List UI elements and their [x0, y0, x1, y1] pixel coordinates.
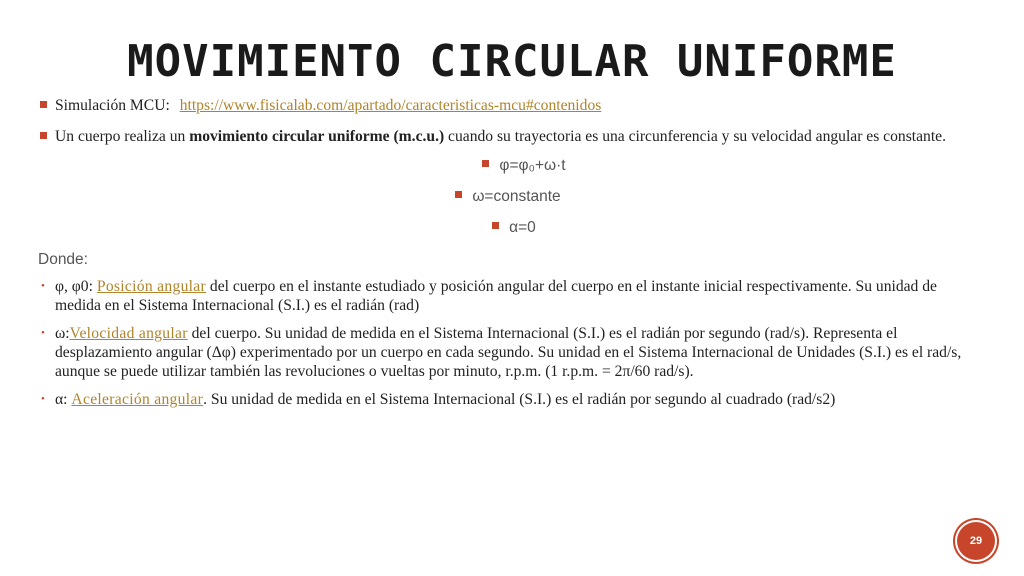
term-link-velocidad[interactable]: Velocidad angular — [69, 325, 188, 342]
formula-item — [50, 217, 978, 239]
variable-symbol: φ, φ0: — [55, 278, 93, 295]
dot-bullet-icon: • — [41, 327, 45, 339]
square-bullet-icon — [455, 191, 462, 198]
simulation-item — [38, 96, 978, 118]
definition-suffix: cuando su trayectoria es una circunferencia y su velocidad angular es constante. — [444, 128, 946, 145]
square-bullet-icon — [40, 96, 47, 115]
donde-label: Donde: — [38, 251, 88, 268]
definition-bold: movimiento circular uniforme (m.c.u.) — [189, 128, 445, 145]
variable-symbol: α: — [55, 391, 68, 408]
variable-text: . Su unidad de medida en el Sistema Internacional (S.I.) es el radián por segundo al cuadrado (rad/s2) — [203, 391, 836, 408]
definition-item — [38, 127, 978, 146]
dot-bullet-icon: • — [41, 280, 45, 292]
variable-item — [38, 277, 978, 315]
formula-item — [70, 155, 978, 177]
page-number-badge: 29 — [957, 522, 995, 560]
slide-content — [38, 96, 978, 409]
simulation-label: Simulación MCU: — [55, 97, 170, 114]
variable-text: del cuerpo en el instante estudiado y posición angular del cuerpo en el instante inicial respectivamente. Su unidad de medida en el Sistema Internacional (S.I.) es el radián (rad) — [55, 278, 937, 314]
square-bullet-icon — [40, 127, 47, 146]
formula-item — [38, 186, 978, 208]
dot-bullet-icon: • — [41, 393, 45, 405]
square-bullet-icon — [492, 222, 499, 229]
variable-item — [38, 324, 978, 381]
formula-velocity: ω=constante — [472, 188, 561, 205]
variable-item — [38, 390, 978, 409]
variable-text: del cuerpo. Su unidad de medida en el Sistema Internacional (S.I.) es el radián por segundo (rad/s). Representa el desplazamiento angular (Δφ) experimentado por un cuerpo en cada segundo. Su unidad en el Sistema Internacional de Unidades (S.I.) es el rad/s, aunque se puede utilizar también las revoluciones o vueltas por minuto, r.p.m. (1 r.p.m. = 2π/60 rad/s). — [55, 325, 962, 380]
formula-list — [38, 155, 978, 239]
slide-title: MOVIMIENTO CIRCULAR UNIFORME — [127, 36, 897, 87]
formula-acceleration: α=0 — [509, 219, 536, 236]
term-link-posicion[interactable]: Posición angular — [96, 278, 207, 295]
definition-prefix: Un cuerpo realiza un — [55, 128, 190, 145]
simulation-link[interactable]: https://www.fisicalab.com/apartado/caracteristicas-mcu#contenidos — [179, 97, 602, 114]
variable-symbol: ω: — [55, 325, 70, 342]
square-bullet-icon — [482, 160, 489, 167]
formula-position: φ=φ₀+ω·t — [499, 157, 566, 174]
term-link-aceleracion[interactable]: Aceleración angular — [71, 391, 204, 408]
